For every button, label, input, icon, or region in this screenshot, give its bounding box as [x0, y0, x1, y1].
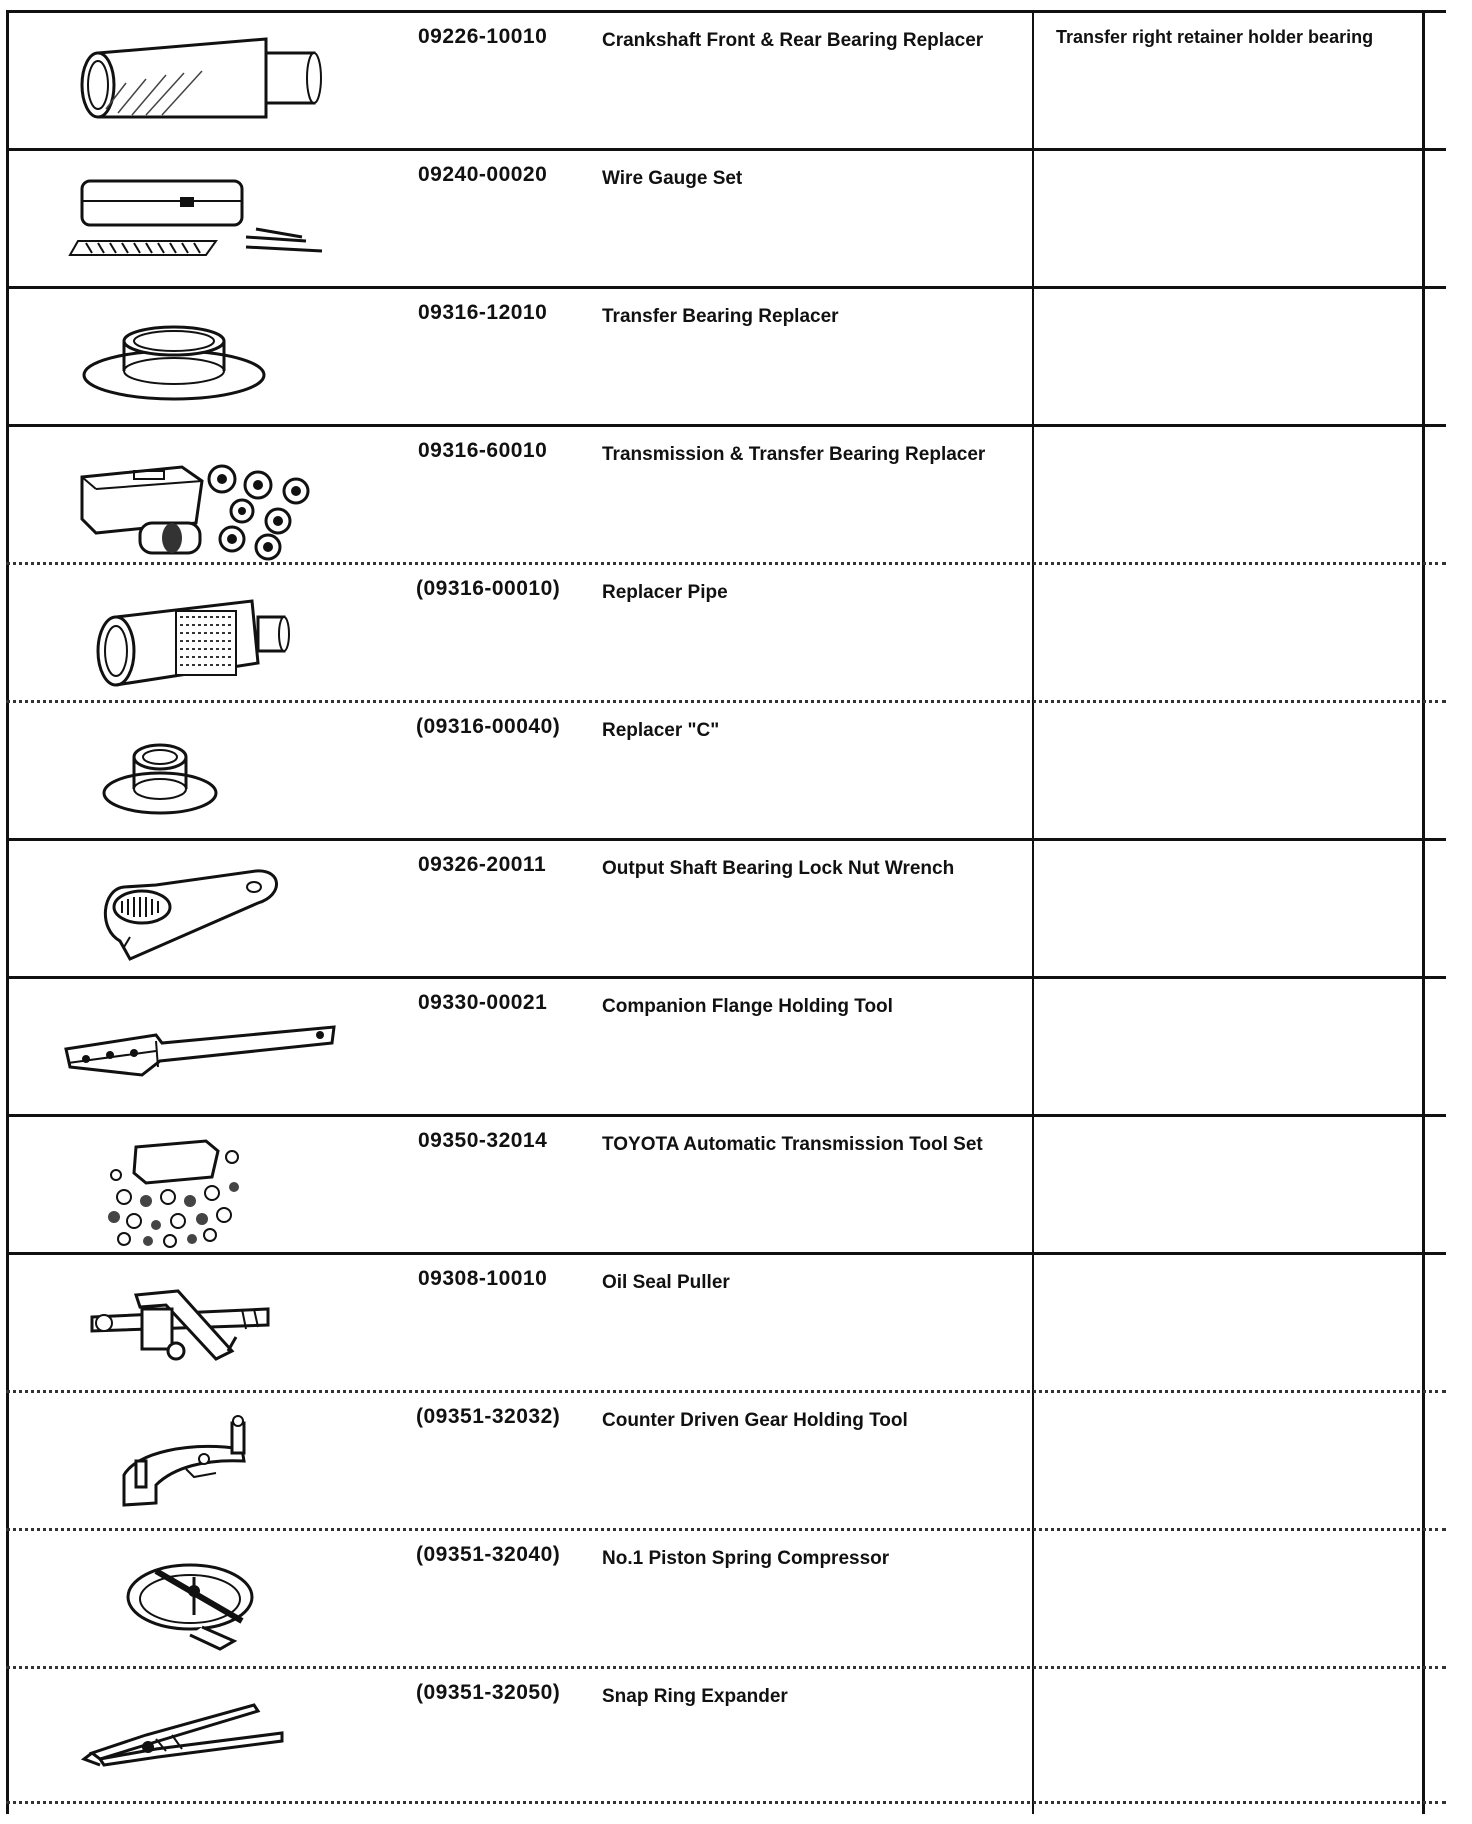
tool-name: Transfer Bearing Replacer: [602, 306, 839, 327]
bearing-replacer-cylinder-icon: [6, 13, 406, 148]
tool-name: Oil Seal Puller: [602, 1272, 730, 1293]
tool-name: Output Shaft Bearing Lock Nut Wrench: [602, 858, 955, 879]
tool-row: [6, 1390, 1446, 1528]
tool-row: [6, 976, 1446, 1114]
oil-seal-puller-icon: [6, 1255, 406, 1390]
tool-row: [6, 10, 1446, 148]
tool-name: No.1 Piston Spring Compressor: [602, 1548, 890, 1569]
part-number: (09351-32050): [416, 1681, 561, 1704]
tool-row: [6, 700, 1446, 838]
spring-compressor-icon: [6, 1531, 406, 1666]
part-number: 09330-00021: [418, 991, 548, 1014]
tool-row: [6, 1252, 1446, 1390]
part-number: 09240-00020: [418, 163, 548, 186]
part-number: 09350-32014: [418, 1129, 548, 1152]
part-number: (09316-00040): [416, 715, 561, 738]
tool-row: [6, 562, 1446, 700]
tool-row: [6, 424, 1446, 562]
lock-nut-wrench-icon: [6, 841, 406, 976]
snap-ring-expander-icon: [6, 1669, 406, 1801]
wire-gauge-set-icon: [6, 151, 406, 286]
tool-name: Crankshaft Front & Rear Bearing Replacer: [602, 30, 984, 51]
tool-row: [6, 286, 1446, 424]
tool-name: Transmission & Transfer Bearing Replacer: [602, 444, 986, 465]
part-number: 09308-10010: [418, 1267, 548, 1290]
tool-name: TOYOTA Automatic Transmission Tool Set: [602, 1134, 983, 1155]
special-service-tools-table: [6, 10, 1446, 1814]
tool-row: [6, 1528, 1446, 1666]
replacer-pipe-icon: [6, 565, 406, 700]
flange-holding-tool-icon: [6, 979, 406, 1114]
tool-name: Counter Driven Gear Holding Tool: [602, 1410, 908, 1431]
tool-name: Wire Gauge Set: [602, 168, 743, 189]
tool-row: [6, 1666, 1446, 1804]
part-number: (09316-00010): [416, 577, 561, 600]
tool-row: [6, 838, 1446, 976]
tool-name: Companion Flange Holding Tool: [602, 996, 893, 1017]
replacer-c-icon: [6, 703, 406, 838]
tool-name: Replacer "C": [602, 720, 720, 741]
ring-replacer-icon: [6, 289, 406, 424]
part-number: 09226-10010: [418, 25, 548, 48]
tool-name: Replacer Pipe: [602, 582, 728, 603]
part-number: (09351-32032): [416, 1405, 561, 1428]
tool-name: Snap Ring Expander: [602, 1686, 788, 1707]
gear-holding-tool-icon: [6, 1393, 406, 1528]
part-number: 09326-20011: [418, 853, 547, 876]
part-number: 09316-60010: [418, 439, 548, 462]
tool-remark: Transfer right retainer holder bearing: [1056, 27, 1374, 47]
part-number: (09351-32040): [416, 1543, 561, 1566]
tool-row: [6, 1114, 1446, 1252]
tool-set-icon: [6, 1117, 406, 1252]
tool-row: [6, 148, 1446, 286]
replacer-kit-icon: [6, 427, 406, 562]
part-number: 09316-12010: [418, 301, 548, 324]
